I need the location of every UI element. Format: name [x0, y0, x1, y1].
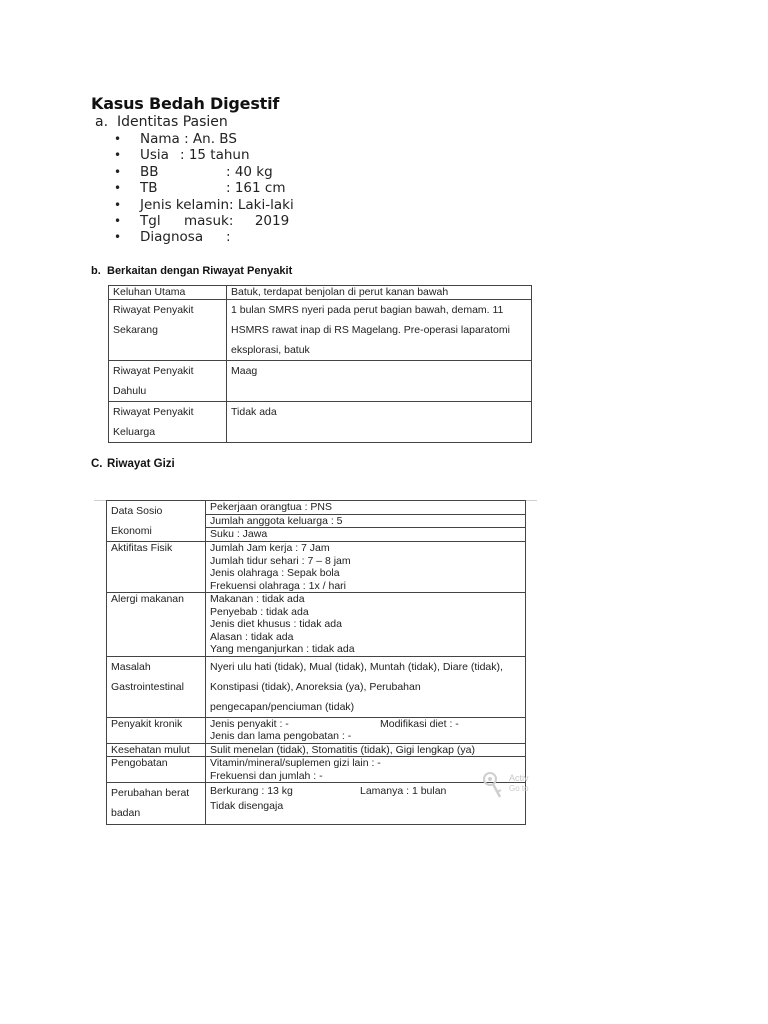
- row-value: Jumlah anggota keluarga : 5: [206, 514, 526, 528]
- key-icon: [481, 770, 503, 800]
- bullet-icon: •: [114, 181, 122, 196]
- table-row: [107, 783, 526, 825]
- table-row: [109, 300, 532, 361]
- item-key: Jenis kelamin: Laki-laki: [140, 196, 294, 213]
- table-row: [107, 656, 526, 717]
- row-label: Kesehatan mulut: [107, 743, 206, 757]
- row-value: [206, 717, 526, 743]
- table-row: [107, 593, 526, 657]
- value-line: Jumlah Jam kerja : 7 Jam: [210, 542, 330, 554]
- item-value: : 15 tahun: [180, 147, 250, 164]
- section-a-heading: [95, 114, 228, 130]
- row-label: Riwayat Penyakit Sekarang: [109, 300, 227, 361]
- list-item: [112, 197, 294, 213]
- section-c-marker: C.: [91, 458, 103, 470]
- value-line: Penyebab : tidak ada: [210, 605, 309, 618]
- riwayat-gizi-table: [106, 500, 526, 825]
- value-line: Alasan : tidak ada: [210, 630, 294, 643]
- table-row: [107, 542, 526, 593]
- value-line: Yang menganjurkan : tidak ada: [210, 643, 355, 655]
- row-label: Keluhan Utama: [109, 286, 227, 300]
- item-value: : 40 kg: [226, 163, 273, 180]
- activation-watermark: [481, 770, 541, 802]
- section-b-title: Berkaitan dengan Riwayat Penyakit: [107, 265, 293, 277]
- section-b-heading: [91, 265, 292, 277]
- value-line: [210, 718, 521, 731]
- list-item: [112, 180, 294, 196]
- item-value: : 161 cm: [226, 180, 286, 197]
- value-part: Modifikasi diet : -: [380, 717, 459, 730]
- patient-identity-list: [112, 131, 294, 246]
- bullet-icon: •: [114, 197, 122, 212]
- bullet-icon: •: [114, 230, 122, 245]
- value-part: Berkurang : 13 kg: [210, 785, 293, 797]
- section-c-heading: [91, 458, 175, 470]
- list-item: [112, 147, 294, 163]
- item-key: Nama : An. BS: [140, 131, 237, 147]
- row-label: Riwayat Penyakit Keluarga: [109, 402, 227, 443]
- row-value: Suku : Jawa: [206, 528, 526, 542]
- value-line: Vitamin/mineral/suplemen gizi lain : -: [210, 757, 381, 769]
- value-line: Tidak disengaja: [210, 800, 284, 812]
- table-row: [109, 286, 532, 300]
- table-row: [107, 743, 526, 757]
- value-line: Jenis diet khusus : tidak ada: [210, 618, 342, 630]
- row-value: [206, 593, 526, 657]
- row-label: Perubahan berat badan: [107, 783, 206, 825]
- bullet-icon: •: [114, 132, 122, 146]
- table-row: [107, 757, 526, 783]
- row-label: Masalah Gastrointestinal: [107, 656, 206, 717]
- row-value: Batuk, terdapat benjolan di perut kanan bawah: [227, 286, 532, 300]
- item-key: TB: [140, 180, 158, 197]
- item-key: BB: [140, 163, 159, 180]
- row-value: Nyeri ulu hati (tidak), Mual (tidak), Muntah (tidak), Diare (tidak), Konstipasi (tidak), Anoreksia (ya), Perubahan pengecapan/penciuman (tidak): [206, 656, 526, 717]
- section-a-marker: a.: [95, 114, 109, 130]
- row-value: [206, 542, 526, 593]
- row-label: Pengobatan: [107, 757, 206, 783]
- riwayat-penyakit-table: [108, 285, 532, 443]
- section-b-marker: b.: [91, 265, 101, 277]
- row-label: Riwayat Penyakit Dahulu: [109, 361, 227, 402]
- section-c-title: Riwayat Gizi: [107, 458, 175, 470]
- value-line: Frekuensi olahraga : 1x / hari: [210, 579, 346, 592]
- row-value: 1 bulan SMRS nyeri pada perut bagian bawah, demam. 11 HSMRS rawat inap di RS Magelang. Pre-operasi laparatomi eksplorasi, batuk: [227, 300, 532, 361]
- list-item: [112, 164, 294, 180]
- list-item: [112, 131, 294, 147]
- row-value: [206, 757, 526, 783]
- row-value: Sulit menelan (tidak), Stomatitis (tidak), Gigi lengkap (ya): [206, 743, 526, 757]
- item-key: Tgl: [140, 212, 161, 229]
- value-part: Jenis penyakit : -: [210, 717, 289, 730]
- value-line: Frekuensi dan jumlah : -: [210, 769, 323, 782]
- value-part: Lamanya : 1 bulan: [360, 785, 447, 797]
- row-label: Alergi makanan: [107, 593, 206, 657]
- item-value: :: [226, 229, 231, 246]
- item-key: Diagnosa: [140, 229, 204, 246]
- row-value: Pekerjaan orangtua : PNS: [206, 501, 526, 515]
- watermark-line2: Go to: [509, 784, 529, 793]
- value-line: Makanan : tidak ada: [210, 593, 305, 605]
- list-item: [112, 213, 294, 229]
- table-row: [107, 501, 526, 515]
- list-item: [112, 229, 294, 245]
- row-value: Tidak ada: [227, 402, 532, 443]
- row-label: Aktifitas Fisik: [107, 542, 206, 593]
- value-line: [210, 784, 521, 799]
- table-row: [109, 361, 532, 402]
- row-label: Data Sosio Ekonomi: [107, 501, 206, 542]
- value-line: Jenis dan lama pengobatan : -: [210, 730, 352, 742]
- row-value: Maag: [227, 361, 532, 402]
- document-title: Kasus Bedah Digestif: [91, 94, 280, 113]
- value-line: Jenis olahraga : Sepak bola: [210, 567, 340, 579]
- bullet-icon: •: [114, 148, 122, 163]
- section-a-title: Identitas Pasien: [117, 114, 228, 130]
- item-value: masuk: 2019: [184, 212, 290, 229]
- row-label: Penyakit kronik: [107, 717, 206, 743]
- row-value: [206, 783, 526, 825]
- table-row: [109, 402, 532, 443]
- watermark-line1: Activ: [509, 773, 529, 783]
- bullet-icon: •: [114, 164, 122, 179]
- table-row: [107, 717, 526, 743]
- item-key: Usia: [140, 147, 169, 164]
- bullet-icon: •: [114, 213, 122, 228]
- value-line: Jumlah tidur sehari : 7 – 8 jam: [210, 554, 351, 567]
